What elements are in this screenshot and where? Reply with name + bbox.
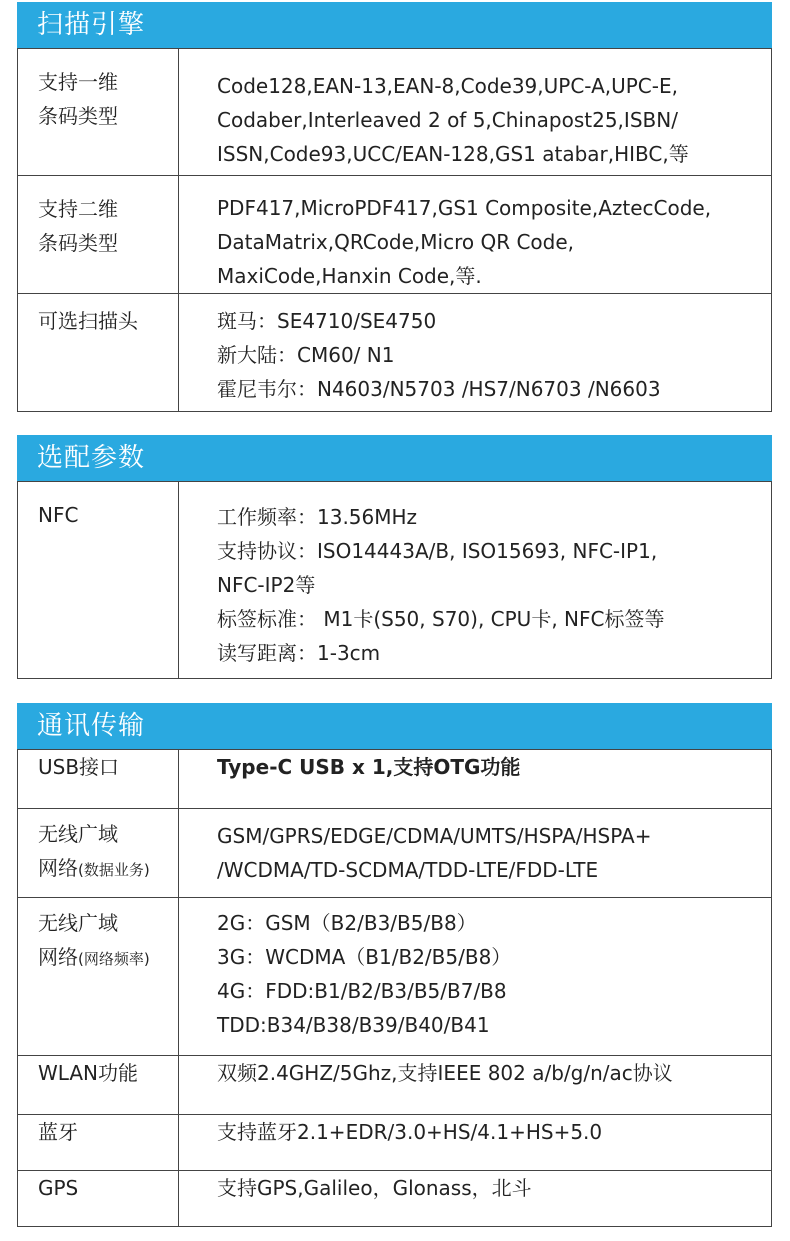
- row-value: Type-C USB x 1,支持OTG功能: [179, 750, 772, 809]
- row-label: 可选扫描头: [18, 294, 179, 412]
- table-row: [18, 294, 772, 412]
- row-value: 斑马：SE4710/SE4750 新大陆：CM60/ N1 霍尼韦尔：N4603/N5703 /HS7/N6703 /N6603: [179, 294, 772, 412]
- row-value: Code128,EAN-13,EAN-8,Code39,UPC-A,UPC-E, Codaber,Interleaved 2 of 5,Chinapost25,ISBN/ ISSN,Code93,UCC/EAN-128,GS1 atabar,HIBC,等: [179, 49, 772, 176]
- spec-table: [17, 48, 772, 412]
- row-value: 2G：GSM（B2/B3/B5/B8） 3G：WCDMA（B1/B2/B5/B8） 4G：FDD:B1/B2/B3/B5/B7/B8 TDD:B34/B38/B39/B40/B41: [179, 898, 772, 1056]
- row-value: GSM/GPRS/EDGE/CDMA/UMTS/HSPA/HSPA+ /WCDMA/TD-SCDMA/TDD-LTE/FDD-LTE: [179, 809, 772, 898]
- row-label: 支持二维 条码类型: [18, 176, 179, 294]
- table-row: [18, 1171, 772, 1227]
- spec-table: [17, 749, 772, 1227]
- table-row: [18, 482, 772, 679]
- table-row: [18, 809, 772, 898]
- row-label: USB接口: [18, 750, 179, 809]
- row-label: 无线广域 网络(数据业务): [18, 809, 179, 898]
- table-row: [18, 1056, 772, 1115]
- section-title: 通讯传输: [17, 703, 772, 749]
- section-communication: [17, 703, 772, 1227]
- row-label: 支持一维 条码类型: [18, 49, 179, 176]
- row-label: GPS: [18, 1171, 179, 1227]
- row-value: 支持GPS,Galileo，Glonass，北斗: [179, 1171, 772, 1227]
- table-row: [18, 750, 772, 809]
- row-value: PDF417,MicroPDF417,GS1 Composite,AztecCode, DataMatrix,QRCode,Micro QR Code, MaxiCode,Hanxin Code,等.: [179, 176, 772, 294]
- row-label: NFC: [18, 482, 179, 679]
- section-title: 选配参数: [17, 435, 772, 481]
- row-value: 工作频率：13.56MHz 支持协议：ISO14443A/B, ISO15693, NFC-IP1, NFC-IP2等 标签标准： M1卡(S50, S70), CPU卡, NFC标签等 读写距离：1-3cm: [179, 482, 772, 679]
- section-optional-params: [17, 435, 772, 679]
- row-label: WLAN功能: [18, 1056, 179, 1115]
- table-row: [18, 1115, 772, 1171]
- section-scan-engine: [17, 2, 772, 412]
- table-row: [18, 49, 772, 176]
- row-label: 无线广域 网络(网络频率): [18, 898, 179, 1056]
- table-row: [18, 176, 772, 294]
- section-title: 扫描引擎: [17, 2, 772, 48]
- row-label: 蓝牙: [18, 1115, 179, 1171]
- row-value: 双频2.4GHZ/5Ghz,支持IEEE 802 a/b/g/n/ac协议: [179, 1056, 772, 1115]
- row-value: 支持蓝牙2.1+EDR/3.0+HS/4.1+HS+5.0: [179, 1115, 772, 1171]
- table-row: [18, 898, 772, 1056]
- spec-table: [17, 481, 772, 679]
